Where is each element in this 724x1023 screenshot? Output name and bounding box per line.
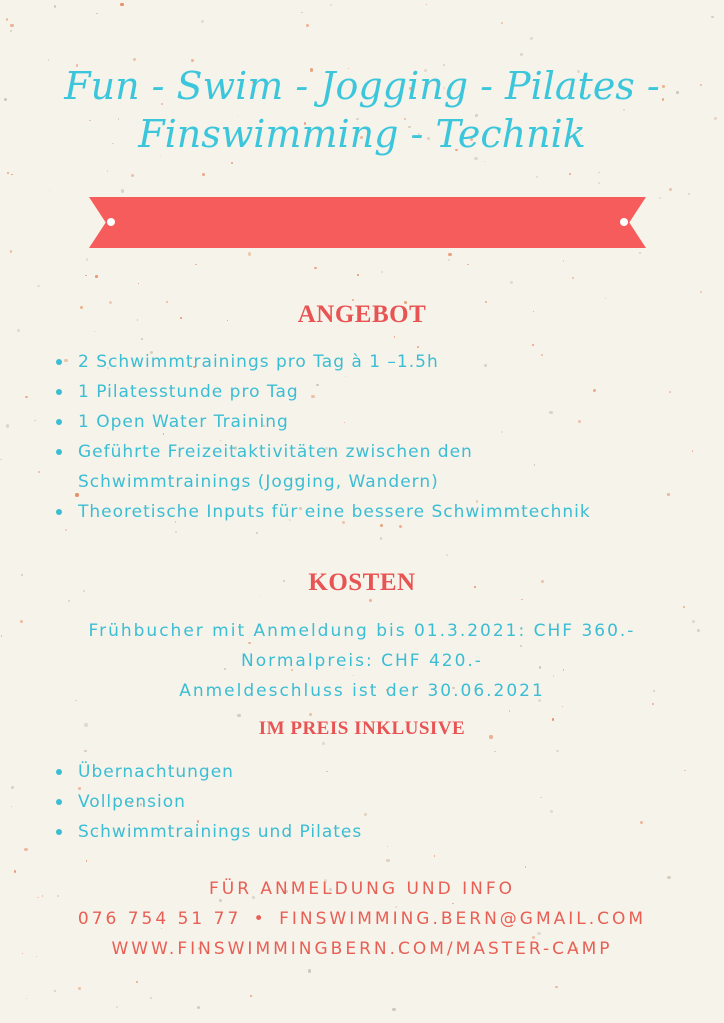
speckle-dot: [562, 706, 564, 708]
speckle-dot: [133, 58, 135, 60]
speckle-dot: [306, 24, 309, 27]
speckle-dot: [357, 274, 358, 275]
early-bird-price: Frühbucher mit Anmeldung bis 01.3.2021: CHF 360.-: [88, 621, 636, 641]
contact-title: FÜR ANMELDUNG UND INFO: [208, 879, 516, 899]
speckle-dot: [598, 172, 600, 174]
speckle-dot: [659, 197, 661, 199]
speckle-dot: [572, 277, 574, 279]
speckle-dot: [550, 810, 553, 813]
speckle-dot: [136, 981, 139, 984]
speckle-dot: [667, 493, 670, 496]
speckle-dot: [0, 459, 2, 461]
speckle-dot: [11, 806, 12, 807]
speckle-dot: [65, 529, 67, 531]
speckle-dot: [10, 250, 13, 253]
speckle-dot: [532, 344, 534, 346]
email-link[interactable]: FINSWIMMING.BERN@GMAIL.COM: [279, 909, 647, 929]
speckle-dot: [688, 193, 690, 195]
speckle-dot: [248, 642, 250, 644]
speckle-dot: [639, 252, 641, 254]
speckle-dot: [692, 450, 694, 452]
speckle-dot: [308, 969, 311, 972]
speckle-dot: [448, 259, 450, 261]
speckle-dot: [10, 24, 13, 27]
speckle-dot: [201, 20, 204, 23]
speckle-dot: [510, 281, 513, 284]
speckle-dot: [309, 713, 312, 716]
speckle-dot: [426, 4, 428, 6]
speckle-dot: [78, 987, 81, 990]
speckle-dot: [434, 855, 435, 856]
speckle-dot: [684, 770, 686, 772]
speckle-dot: [395, 906, 397, 908]
included-title: IM PREIS INKLUSIVE: [258, 718, 466, 739]
speckle-dot: [248, 252, 251, 255]
list-item-continuation: Schwimmtrainings (Jogging, Wandern): [78, 472, 439, 492]
list-item: 1 Pilatesstunde pro Tag: [52, 377, 591, 407]
speckle-dot: [353, 675, 354, 676]
speckle-dot: [68, 600, 69, 601]
speckle-dot: [86, 860, 87, 861]
speckle-dot: [138, 283, 139, 284]
headline-line-1: Fun - Swim - Jogging - Pilates -: [64, 64, 660, 108]
speckle-dot: [256, 532, 259, 535]
speckle-dot: [195, 264, 197, 266]
website-link[interactable]: WWW.FINSWIMMINGBERN.COM/MASTER-CAMP: [111, 939, 613, 959]
speckle-dot: [536, 176, 539, 179]
speckle-dot: [95, 275, 98, 278]
costs-title: KOSTEN: [308, 569, 416, 596]
speckle-dot: [11, 786, 14, 789]
speckle-dot: [452, 903, 454, 905]
speckle-dot: [131, 174, 134, 177]
speckle-dot: [14, 870, 16, 872]
speckle-dot: [141, 338, 143, 340]
registration-deadline: Anmeldeschluss ist der 30.06.2021: [179, 681, 545, 701]
speckle-dot: [150, 997, 153, 1000]
speckle-dot: [107, 170, 108, 171]
speckle-dot: [669, 391, 671, 393]
speckle-dot: [386, 859, 389, 862]
included-list: [52, 757, 362, 847]
speckle-dot: [700, 291, 702, 293]
speckle-dot: [494, 751, 496, 753]
list-item: Schwimmtrainings und Pilates: [52, 817, 362, 847]
list-item: Übernachtungen: [52, 757, 362, 787]
offer-title: ANGEBOT: [297, 301, 427, 328]
speckle-dot: [54, 5, 57, 8]
speckle-dot: [314, 267, 317, 270]
speckle-dot: [219, 899, 222, 902]
separator-dot: •: [253, 909, 267, 929]
speckle-dot: [525, 866, 526, 867]
ribbon-banner: [89, 197, 646, 248]
speckle-dot: [10, 30, 12, 32]
speckle-dot: [96, 13, 97, 14]
speckle-dot: [555, 986, 557, 988]
speckle-dot: [553, 675, 555, 677]
speckle-dot: [120, 3, 123, 6]
speckle-dot: [49, 190, 50, 191]
speckle-dot: [501, 22, 503, 24]
speckle-dot: [54, 990, 56, 992]
speckle-dot: [446, 554, 448, 556]
speckle-dot: [237, 714, 240, 717]
speckle-dot: [530, 37, 533, 40]
speckle-dot: [484, 161, 486, 163]
speckle-dot: [467, 264, 468, 265]
list-item-text: Geführte Freizeitaktivitäten zwischen den: [78, 442, 473, 462]
speckle-dot: [84, 750, 87, 753]
speckle-dot: [197, 1006, 200, 1009]
speckle-dot: [38, 471, 40, 473]
speckle-dot: [7, 172, 9, 174]
speckle-dot: [369, 599, 372, 602]
speckle-dot: [85, 275, 87, 277]
speckle-dot: [521, 599, 522, 600]
speckle-dot: [94, 331, 95, 332]
speckle-dot: [6, 18, 9, 21]
speckle-dot: [364, 813, 367, 816]
speckle-dot: [34, 420, 35, 421]
headline: [0, 62, 724, 158]
speckle-dot: [569, 173, 571, 175]
list-item: 1 Open Water Training: [52, 407, 591, 437]
speckle-dot: [48, 59, 50, 61]
headline-line-2: Finswimming - Technik: [138, 112, 586, 156]
normal-price: Normalpreis: CHF 420.-: [241, 651, 483, 671]
speckle-dot: [640, 821, 643, 824]
speckle-dot: [330, 4, 332, 6]
speckle-dot: [380, 537, 383, 540]
speckle-dot: [121, 189, 124, 192]
speckle-dot: [381, 271, 383, 273]
speckle-dot: [537, 932, 540, 935]
speckle-dot: [509, 710, 510, 711]
speckle-dot: [301, 12, 302, 13]
speckle-dot: [394, 336, 396, 338]
phone-number[interactable]: 076 754 51 77: [77, 909, 242, 929]
ribbon-dot-left: [107, 218, 115, 226]
speckle-dot: [24, 848, 27, 851]
speckle-dot: [25, 396, 27, 398]
list-item: Theoretische Inputs für eine bessere Schwimmtechnik: [52, 497, 591, 527]
list-item: Vollpension: [52, 787, 362, 817]
speckle-dot: [387, 846, 388, 847]
speckle-dot: [605, 298, 606, 299]
speckle-dot: [540, 797, 542, 799]
speckle-dot: [86, 258, 89, 261]
speckle-dot: [683, 606, 685, 608]
speckle-dot: [26, 998, 27, 999]
speckle-dot: [711, 16, 713, 18]
speckle-dot: [669, 188, 672, 191]
list-item: 2 Schwimmtrainings pro Tag à 1 –1.5h: [52, 347, 591, 377]
speckle-dot: [448, 253, 451, 256]
speckle-dot: [652, 703, 654, 705]
speckle-dot: [17, 329, 19, 331]
speckle-dot: [593, 389, 596, 392]
speckle-dot: [6, 424, 9, 427]
speckle-dot: [11, 174, 12, 175]
speckle-dot: [520, 53, 523, 56]
ribbon-dot-right: [620, 218, 628, 226]
speckle-dot: [556, 750, 559, 753]
speckle-dot: [250, 995, 252, 997]
speckle-dot: [202, 173, 205, 176]
speckle-dot: [520, 645, 522, 647]
offer-list: [52, 347, 591, 527]
speckle-dot: [322, 742, 325, 745]
speckle-dot: [37, 285, 39, 287]
speckle-dot: [175, 531, 177, 533]
speckle-dot: [116, 1006, 118, 1008]
speckle-dot: [563, 260, 565, 262]
speckle-dot: [598, 182, 600, 184]
speckle-dot: [392, 1008, 395, 1011]
contact-line: [0, 909, 724, 929]
list-item: [52, 437, 591, 497]
speckle-dot: [231, 162, 233, 164]
